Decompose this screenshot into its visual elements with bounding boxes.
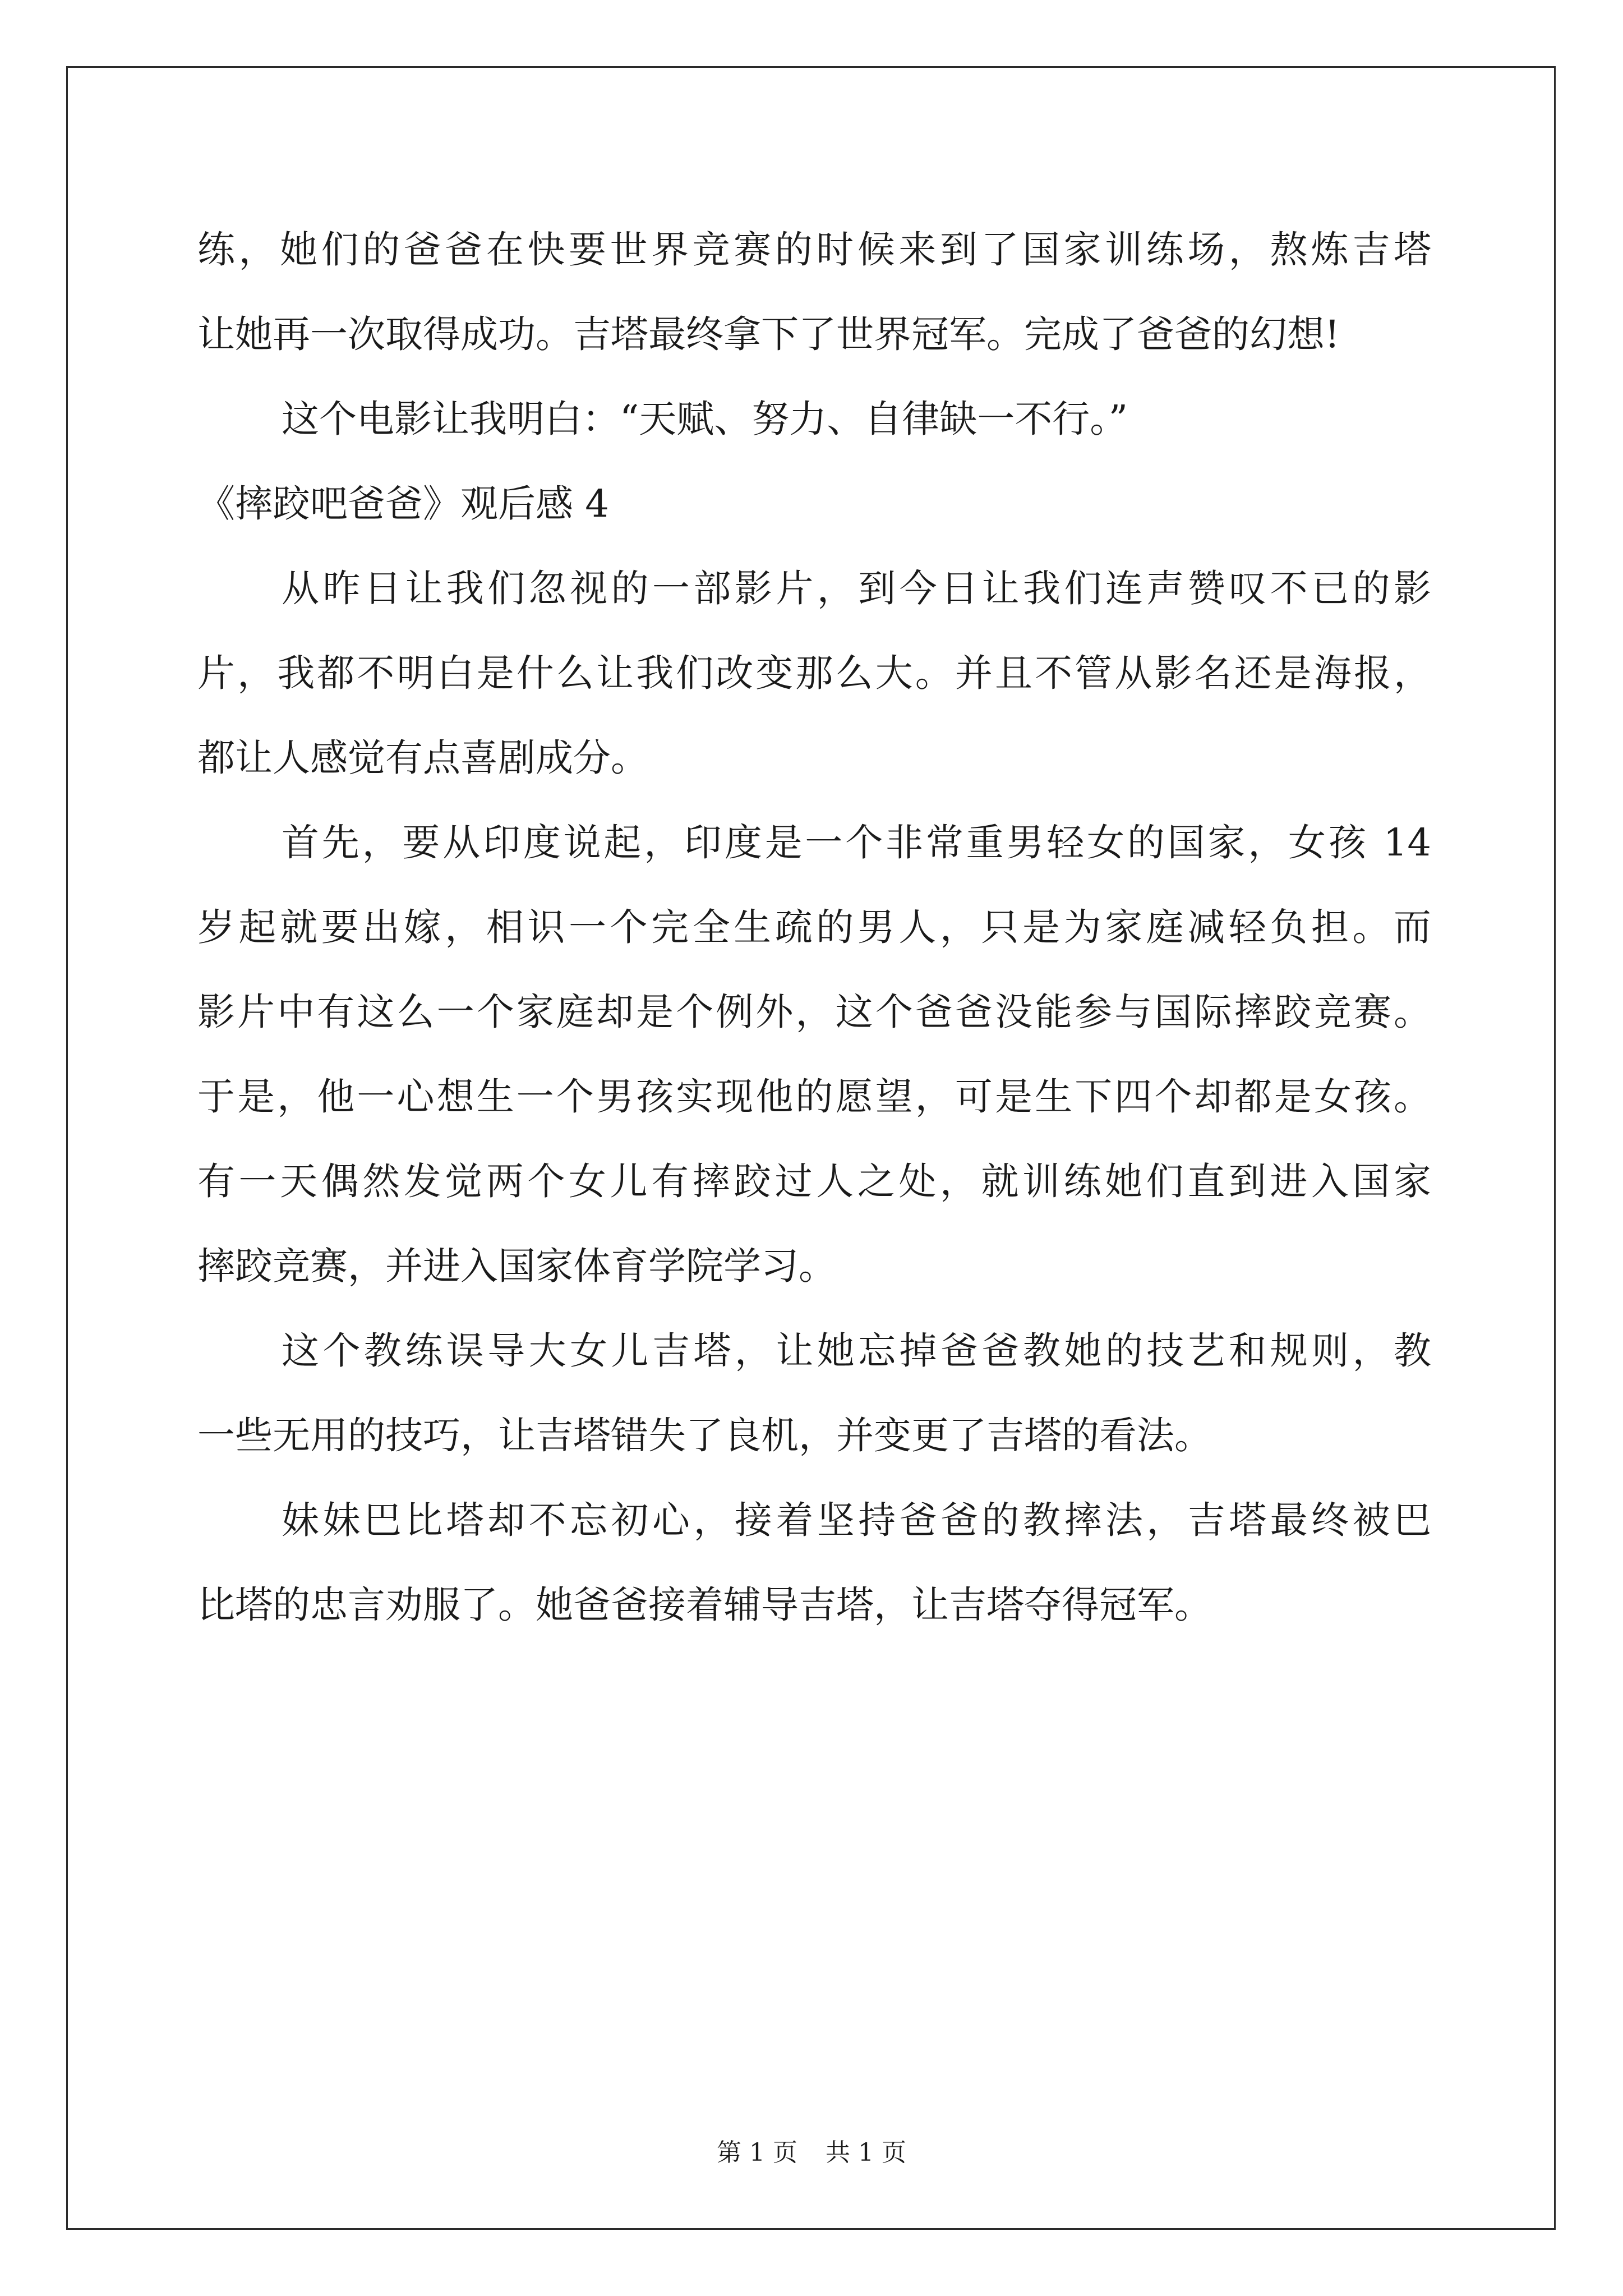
text-line-2: 让她再一次取得成功。吉塔最终拿下了世界冠军。完成了爸爸的幻想! [197, 312, 1340, 356]
text-line-6: 片，我都不明白是什么让我们改变那么大。并且不管从影名还是海报， [197, 651, 1431, 695]
text-line-13: 摔跤竞赛，并进入国家体育学院学习。 [197, 1244, 836, 1288]
text-line-14: 这个教练误导大女儿吉塔，让她忘掉爸爸教她的技艺和规则，教 [282, 1329, 1431, 1373]
page-number: 第 1 页 [717, 2138, 797, 2167]
text-line-12: 有一天偶然发觉两个女儿有摔跤过人之处，就训练她们直到进入国家 [197, 1159, 1431, 1203]
page-footer [0, 2136, 1623, 2170]
text-line-17: 比塔的忠言劝服了。她爸爸接着辅导吉塔，让吉塔夺得冠军。 [197, 1583, 1212, 1627]
text-line-1: 练，她们的爸爸在快要世界竞赛的时候来到了国家训练场，熬炼吉塔 [197, 228, 1431, 272]
text-line-15: 一些无用的技巧，让吉塔错失了良机，并变更了吉塔的看法。 [197, 1414, 1212, 1457]
text-line-7: 都让人感觉有点喜剧成分。 [197, 736, 648, 780]
section-heading: 《摔跤吧爸爸》观后感 4 [197, 482, 609, 526]
text-line-8: 首先，要从印度说起，印度是一个非常重男轻女的国家，女孩 14 [282, 821, 1431, 864]
page-total: 共 1 页 [826, 2138, 906, 2167]
text-line-10: 影片中有这么一个家庭却是个例外，这个爸爸没能参与国际摔跤竞赛。 [197, 990, 1431, 1034]
text-line-3: 这个电影让我明白：“天赋、努力、自律缺一不行。” [282, 397, 1128, 441]
text-line-5: 从昨日让我们忽视的一部影片，到今日让我们连声赞叹不已的影 [282, 567, 1431, 610]
document-body [197, 208, 1431, 1648]
text-line-9: 岁起就要出嫁，相识一个完全生疏的男人，只是为家庭减轻负担。而 [197, 905, 1431, 949]
text-line-11: 于是，他一心想生一个男孩实现他的愿望，可是生下四个却都是女孩。 [197, 1075, 1431, 1119]
text-line-16: 妹妹巴比塔却不忘初心，接着坚持爸爸的教摔法，吉塔最终被巴 [282, 1498, 1431, 1542]
